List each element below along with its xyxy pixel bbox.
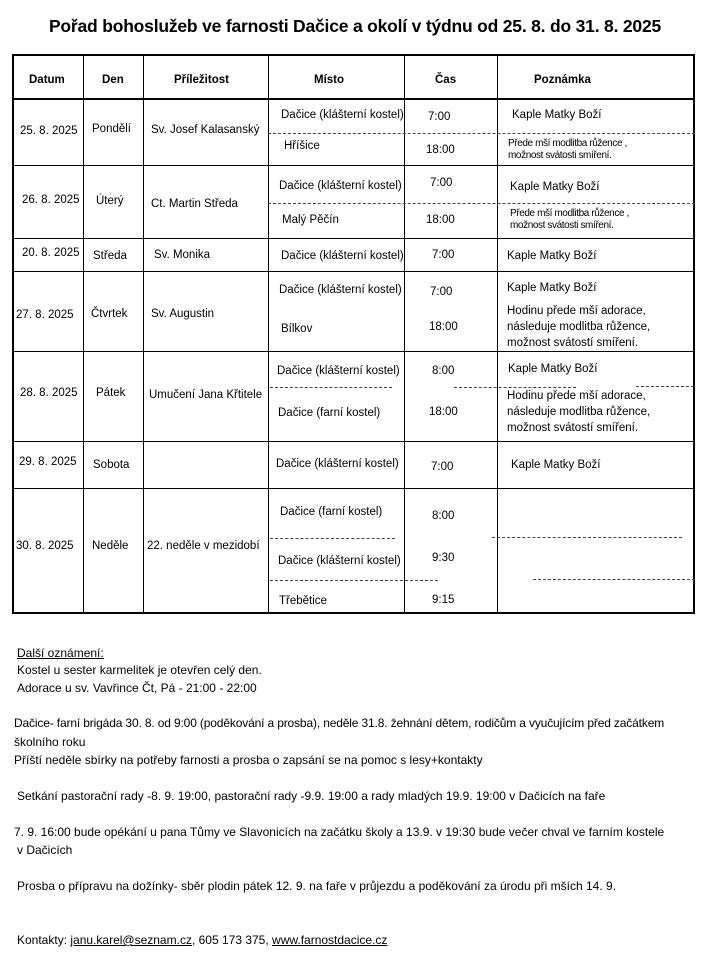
cell-date: 26. 8. 2025: [22, 194, 80, 206]
cell-date: 29. 8. 2025: [19, 456, 77, 468]
header-prilezitost: Příležitost: [174, 74, 229, 86]
cell-note: Hodinu přede mší adorace,: [507, 305, 646, 317]
cell-note: Přede mší modlitba růžence ,: [510, 208, 629, 219]
subrow-divider: [268, 133, 695, 134]
cell-occasion: Sv. Monika: [154, 249, 211, 261]
row-divider: [14, 441, 693, 442]
cell-time: 7:00: [431, 461, 454, 473]
cell-note: následuje modlitba růžence,: [507, 321, 651, 333]
cell-time: 9:15: [432, 594, 455, 606]
header-cas: Čas: [435, 74, 457, 86]
cell-note: následuje modlitba růžence,: [507, 406, 651, 418]
cell-occasion: Umučení Jana Křtitele: [149, 389, 263, 401]
cell-place: Dačice (farní kostel): [278, 407, 381, 419]
announcement-line: 7. 9. 16:00 bude opékání u pana Tůmy ve Slavonicích na začátku školy a 13.9. v 19:30 bude večer chval ve farním kostele: [14, 825, 665, 839]
announcement-line: v Dačicích: [17, 843, 73, 857]
cell-day: Sobota: [93, 459, 130, 471]
cell-occasion: Sv. Josef Kalasanský: [151, 124, 260, 136]
header-den: Den: [102, 74, 124, 86]
cell-place: Bílkov: [281, 323, 313, 335]
cell-time: 7:00: [432, 249, 455, 261]
schedule-table: [12, 54, 695, 614]
column-divider: [497, 56, 498, 612]
cell-occasion: 22. neděle v mezidobí: [147, 540, 260, 552]
row-divider: [14, 488, 693, 489]
cell-note: možnost svátostí smíření.: [507, 337, 639, 349]
subrow-divider: [454, 387, 576, 388]
subrow-divider: [270, 538, 395, 539]
cell-place: Dačice (klášterní kostel): [279, 180, 402, 192]
cell-date: 27. 8. 2025: [16, 309, 74, 321]
subrow-divider: [270, 387, 392, 388]
cell-date: 30. 8. 2025: [16, 540, 74, 552]
announcements-heading: Další oznámení:: [17, 646, 104, 660]
cell-day: Úterý: [96, 195, 124, 207]
cell-time: 7:00: [430, 286, 453, 298]
announcement-line: školního roku: [14, 735, 86, 749]
announcement-line: Příští neděle sbírky na potřeby farnosti a prosba o zapsání se na pomoc s lesy+kontakty: [14, 753, 483, 767]
email-link[interactable]: janu.karel@seznam.cz: [70, 933, 192, 947]
row-divider: [14, 271, 693, 272]
header-datum: Datum: [29, 74, 65, 86]
cell-note: Kaple Matky Boží: [512, 109, 602, 121]
cell-time: 8:00: [432, 510, 455, 522]
column-divider: [83, 56, 84, 612]
cell-note: možnost svátosti smíření.: [510, 220, 614, 231]
subrow-divider: [268, 203, 695, 204]
cell-place: Dačice (klášterní kostel): [279, 284, 402, 296]
cell-time: 18:00: [426, 144, 455, 156]
page-title: Pořad bohoslužeb ve farnosti Dačice a okolí v týdnu od 25. 8. do 31. 8. 2025: [48, 16, 662, 36]
cell-place: Dačice (klášterní kostel): [276, 458, 399, 470]
cell-time: 18:00: [429, 321, 458, 333]
announcement-line: Dačice- farní brigáda 30. 8. od 9:00 (poděkování a prosba), neděle 31.8. žehnání dětem, rodičům a vyučujícím před začátkem: [14, 716, 665, 730]
header-misto: Místo: [314, 74, 345, 86]
contacts-label: Kontakty:: [17, 933, 71, 947]
cell-place: Dačice (klášterní kostel): [278, 555, 401, 567]
cell-note: Přede mší modlitba růžence ,: [508, 138, 627, 149]
cell-day: Pondělí: [92, 123, 132, 135]
subrow-divider: [636, 386, 694, 387]
announcement-line: Adorace u sv. Vavřince Čt, Pá - 21:00 - 22:00: [17, 681, 257, 695]
cell-date: 28. 8. 2025: [20, 387, 78, 399]
cell-note: Hodinu přede mší adorace,: [507, 390, 646, 402]
cell-place: Dačice (farní kostel): [280, 506, 383, 518]
row-divider: [14, 165, 693, 166]
contacts-phone: , 605 173 375,: [191, 933, 273, 947]
cell-day: Neděle: [92, 540, 129, 552]
cell-time: 9:30: [432, 552, 455, 564]
contacts-line: [17, 932, 387, 948]
cell-occasion: Ct. Martin Středa: [151, 198, 238, 210]
subrow-divider: [492, 537, 682, 538]
header-poznamka: Poznámka: [534, 74, 591, 86]
subrow-divider: [533, 579, 695, 580]
cell-place: Malý Pěčín: [282, 214, 339, 226]
announcement-line: Kostel u sester karmelitek je otevřen celý den.: [17, 663, 262, 677]
cell-time: 8:00: [432, 365, 455, 377]
cell-note: Kaple Matky Boží: [510, 181, 600, 193]
cell-day: Pátek: [96, 387, 126, 399]
cell-place: Dačice (klášterní kostel): [281, 250, 404, 262]
cell-day: Čtvrtek: [91, 308, 128, 320]
row-divider: [14, 238, 693, 239]
column-divider: [268, 56, 269, 612]
cell-day: Středa: [93, 250, 127, 262]
column-divider: [143, 56, 144, 612]
cell-note: možnost svátostí smíření.: [507, 422, 639, 434]
cell-note: Kaple Matky Boží: [511, 459, 601, 471]
announcement-line: Prosba o přípravu na dožínky- sběr plodin pátek 12. 9. na faře v průjezdu a poděkování za úrodu při mších 14. 9.: [17, 879, 617, 893]
cell-note: Kaple Matky Boží: [507, 250, 597, 262]
cell-place: Dačice (klášterní kostel): [277, 365, 400, 377]
cell-date: 20. 8. 2025: [22, 247, 80, 259]
website-link[interactable]: www.farnostdacice.cz: [272, 933, 388, 947]
cell-place: Třebětice: [279, 595, 327, 607]
cell-place: Hříšice: [284, 140, 320, 152]
cell-date: 25. 8. 2025: [20, 125, 78, 137]
cell-time: 7:00: [430, 177, 453, 189]
cell-place: Dačice (klášterní kostel): [281, 109, 404, 121]
cell-note: Kaple Matky Boží: [508, 363, 598, 375]
cell-time: 18:00: [426, 214, 455, 226]
cell-time: 7:00: [428, 111, 451, 123]
header-divider: [14, 98, 693, 100]
column-divider: [404, 56, 405, 612]
cell-note: Kaple Matky Boží: [507, 282, 597, 294]
subrow-divider: [270, 580, 438, 581]
cell-note: možnost svátosti smíření.: [508, 150, 612, 161]
cell-time: 18:00: [429, 406, 458, 418]
cell-occasion: Sv. Augustin: [151, 308, 215, 320]
announcement-line: Setkání pastorační rady -8. 9. 19:00, pastorační rady -9.9. 19:00 a rady mladých 19.9. 19:00 v Dačicích na faře: [17, 789, 606, 803]
